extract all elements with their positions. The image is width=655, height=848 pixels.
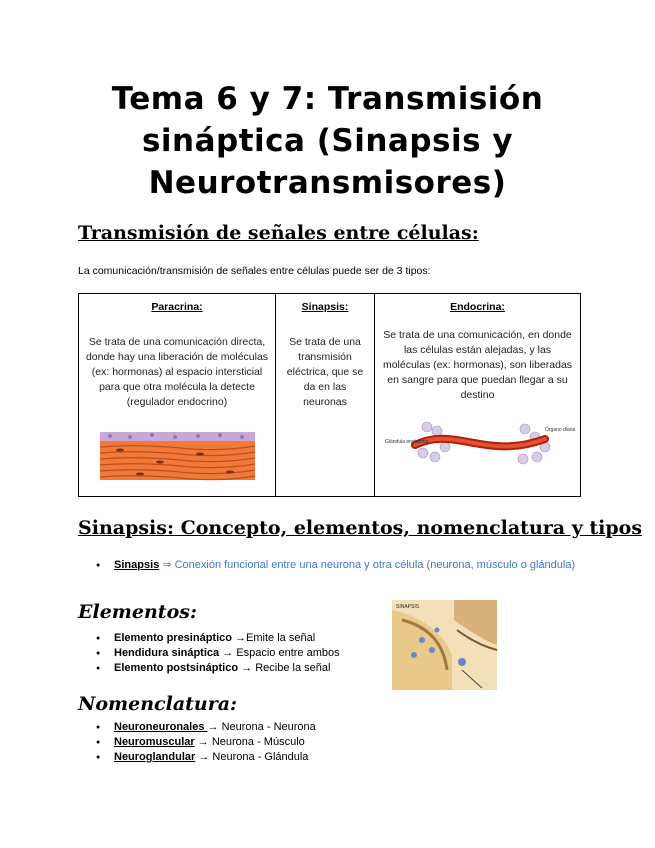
signal-types-table [78,293,581,497]
list-item [96,631,386,646]
column-text: Se trata de una comunicación, en donde las células están alejadas, y las moléculas (ex: hormonas), son liberadas en sangre para que puedan llegar a su destino [382,329,573,401]
item-arrow: → [197,736,209,748]
item-term: Neuroneuronales [114,721,208,733]
item-arrow: → [235,632,247,644]
list-item [96,720,386,735]
item-text: Espacio entre ambos [236,647,340,659]
gland-label: Glándula endocrina [385,439,429,445]
endocrine-diagram-image [385,417,576,473]
column-endocrina [375,294,581,497]
column-text: Se trata de una comunicación directa, donde hay una liberación de moléculas (ex: hormonas) al espacio intersticial para que otra molécula la detecte (regulador endocrino) [85,336,269,408]
column-heading: Endocrina: [450,301,505,313]
section-heading-transmision: Transmisión de señales entre células: [78,222,479,244]
list-item [96,735,386,750]
item-text: Recibe la señal [255,662,331,674]
item-arrow: → [241,662,253,674]
nomenclatura-heading: Nomenclatura: [78,693,238,715]
item-term: Elemento presináptico [114,632,232,644]
list-item [96,646,386,661]
page-title: Tema 6 y 7: Transmisión sináptica (Sinapsis y Neurotransmisores) [111,81,544,201]
column-heading: Sinapsis: [301,301,349,313]
column-paracrina [79,294,276,497]
item-text: Neurona - Neurona [221,721,316,733]
diagram-label: SINAPSIS [396,604,420,610]
definition-term: Sinapsis [114,559,160,571]
column-sinapsis [276,294,375,497]
paracrine-tissue-image [100,432,255,480]
item-term: Neuroglandular [114,751,196,763]
definition-list [96,558,578,573]
elementos-list [96,631,386,676]
item-term: Hendidura sináptica [114,647,220,659]
list-item [96,750,386,765]
item-arrow: → [207,721,219,733]
item-arrow: → [222,647,234,659]
item-text: Emite la señal [246,632,316,644]
elementos-heading: Elementos: [78,601,197,623]
item-term: Elemento postsináptico [114,662,239,674]
definition-text: Conexión funcional entre una neurona y otra célula (neurona, músculo o glándula) [174,559,576,571]
item-text: Neurona - Glándula [212,751,309,763]
item-arrow: → [198,751,210,763]
list-item [96,661,386,676]
target-organ-label: Órgano diana [545,427,576,433]
definition-arrow: ⇒ [162,559,172,571]
nomenclatura-list [96,720,386,765]
column-text: Se trata de una transmisión eléctrica, que se da en las neuronas [286,336,364,408]
intro-text: La comunicación/transmisión de señales entre células puede ser de 3 tipos: [78,265,431,277]
section-heading-sinapsis: Sinapsis: Concepto, elementos, nomenclatura y tipos [78,517,643,539]
synapse-diagram-image [392,600,497,690]
column-heading: Paracrina: [151,301,203,313]
item-term: Neuromuscular [114,736,195,748]
item-text: Neurona - Músculo [211,736,305,748]
list-item [96,558,578,573]
